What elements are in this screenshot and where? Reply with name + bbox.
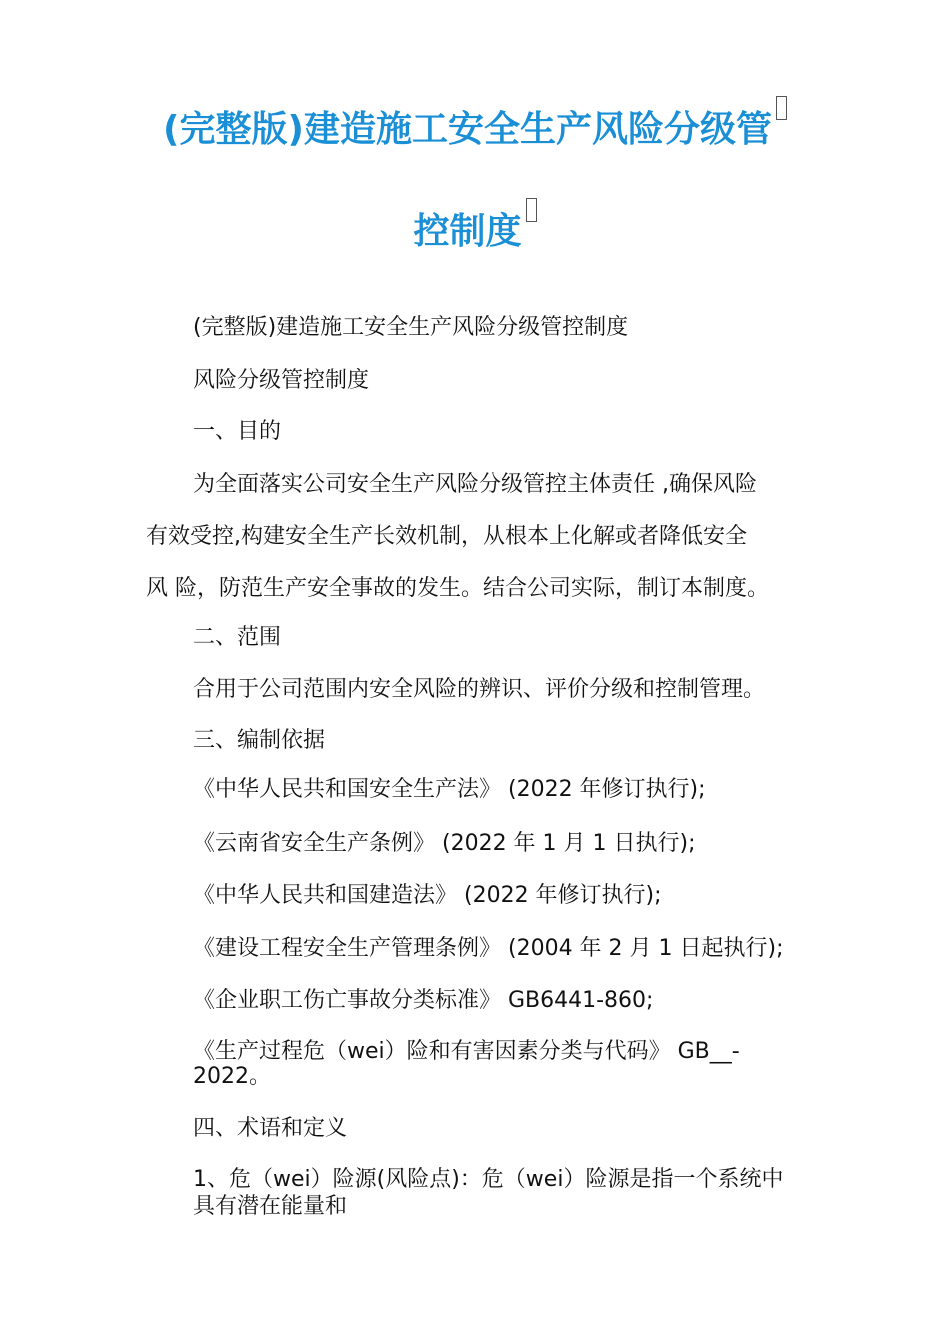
body-line: 具有潜在能量和 <box>193 1194 348 1219</box>
body-line: 有效受控,构建安全生产长效机制，从根本上化解或者降低安全 <box>146 524 747 549</box>
body-line: (完整版)建造施工安全生产风险分级管控制度 <box>193 315 629 340</box>
document-title-line-1 <box>0 108 950 152</box>
section-heading: 一、目的 <box>193 419 282 444</box>
reference-line: 《企业职工伤亡事故分类标准》 GB6441-860; <box>193 988 654 1013</box>
document-title-text-2: 控制度 <box>413 211 522 252</box>
document-title-line-2 <box>0 210 950 254</box>
reference-line: 《生产过程危（wei）险和有害因素分类与代码》 GB__- <box>193 1039 740 1064</box>
missing-glyph-icon <box>526 198 537 222</box>
reference-line: 2022。 <box>193 1064 271 1089</box>
section-heading: 二、范围 <box>193 625 282 650</box>
reference-line: 《云南省安全生产条例》 (2022 年 1 月 1 日执行); <box>193 831 696 856</box>
missing-glyph-icon <box>776 96 787 120</box>
section-heading: 三、编制依据 <box>193 728 326 753</box>
body-line: 为全面落实公司安全生产风险分级管控主体责任 ,确保风险 <box>193 472 757 497</box>
body-line: 合用于公司范围内安全风险的辨识、评价分级和控制管理。 <box>193 677 766 702</box>
reference-line: 《建设工程安全生产管理条例》 (2004 年 2 月 1 日起执行); <box>193 936 784 961</box>
body-line: 1、危（wei）险源(风险点)：危（wei）险源是指一个系统中 <box>193 1167 784 1192</box>
section-heading: 四、术语和定义 <box>193 1116 348 1141</box>
body-line: 风险分级管控制度 <box>193 368 370 393</box>
reference-line: 《中华人民共和国安全生产法》 (2022 年修订执行); <box>193 777 706 802</box>
body-line: 风 险，防范生产安全事故的发生。结合公司实际，制订本制度。 <box>146 576 769 601</box>
document-title-text-1: (完整版)建造施工安全生产风险分级管 <box>163 109 772 150</box>
reference-line: 《中华人民共和国建造法》 (2022 年修订执行); <box>193 883 662 908</box>
